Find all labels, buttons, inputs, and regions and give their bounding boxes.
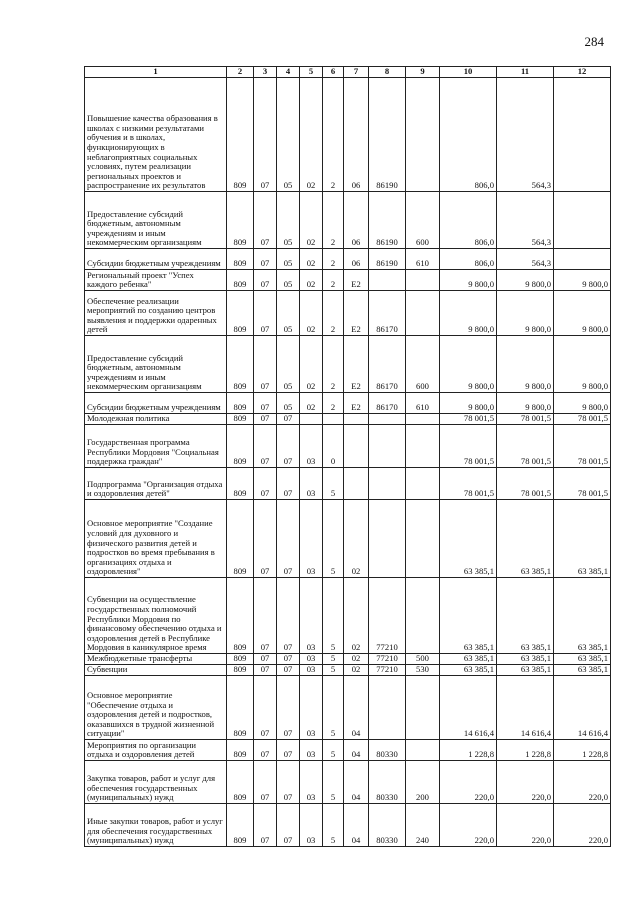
- code-cell: 809: [227, 804, 254, 847]
- code-cell: 5: [323, 468, 344, 500]
- code-cell: 86170: [369, 336, 406, 393]
- amount-cell: 63 385,1: [497, 665, 554, 676]
- code-cell: 05: [277, 336, 300, 393]
- code-cell: 07: [277, 804, 300, 847]
- column-header-4: 4: [277, 67, 300, 78]
- code-cell: 809: [227, 500, 254, 578]
- code-cell: 05: [277, 192, 300, 249]
- code-cell: 200: [406, 761, 440, 804]
- amount-cell: 63 385,1: [554, 665, 611, 676]
- code-cell: E2: [344, 393, 369, 414]
- code-cell: 809: [227, 578, 254, 654]
- code-cell: 809: [227, 654, 254, 665]
- amount-cell: 9 800,0: [554, 270, 611, 291]
- code-cell: [369, 468, 406, 500]
- code-cell: [406, 291, 440, 336]
- code-cell: 07: [254, 192, 277, 249]
- code-cell: 5: [323, 740, 344, 761]
- amount-cell: 63 385,1: [440, 654, 497, 665]
- code-cell: [369, 414, 406, 425]
- amount-cell: [554, 192, 611, 249]
- code-cell: [406, 676, 440, 740]
- column-header-6: 6: [323, 67, 344, 78]
- code-cell: 07: [277, 654, 300, 665]
- code-cell: 2: [323, 393, 344, 414]
- code-cell: 04: [344, 676, 369, 740]
- code-cell: 07: [277, 500, 300, 578]
- row-name-cell: Обеспечение реализации мероприятий по созданию центров выявления и поддержки одаренных детей: [85, 291, 227, 336]
- code-cell: 07: [277, 414, 300, 425]
- amount-cell: 9 800,0: [497, 270, 554, 291]
- row-name-cell: Подпрограмма "Организация отдыха и оздоровления детей": [85, 468, 227, 500]
- code-cell: E2: [344, 336, 369, 393]
- amount-cell: [554, 249, 611, 270]
- table-row: [85, 500, 611, 578]
- code-cell: [406, 578, 440, 654]
- code-cell: 07: [254, 393, 277, 414]
- code-cell: 07: [254, 291, 277, 336]
- amount-cell: 9 800,0: [554, 393, 611, 414]
- code-cell: 809: [227, 468, 254, 500]
- amount-cell: 9 800,0: [554, 291, 611, 336]
- amount-cell: 806,0: [440, 192, 497, 249]
- code-cell: [369, 270, 406, 291]
- code-cell: 05: [277, 291, 300, 336]
- amount-cell: 9 800,0: [440, 291, 497, 336]
- code-cell: [406, 468, 440, 500]
- amount-cell: 564,3: [497, 249, 554, 270]
- code-cell: 02: [344, 500, 369, 578]
- amount-cell: 63 385,1: [497, 578, 554, 654]
- code-cell: 02: [300, 192, 323, 249]
- table-row: [85, 665, 611, 676]
- code-cell: 07: [254, 425, 277, 468]
- table-row: [85, 249, 611, 270]
- code-cell: 07: [254, 270, 277, 291]
- amount-cell: 9 800,0: [497, 393, 554, 414]
- code-cell: 02: [300, 249, 323, 270]
- code-cell: 5: [323, 804, 344, 847]
- code-cell: 2: [323, 270, 344, 291]
- table-row: [85, 414, 611, 425]
- amount-cell: 63 385,1: [497, 500, 554, 578]
- code-cell: 07: [277, 676, 300, 740]
- code-cell: 809: [227, 192, 254, 249]
- row-name-cell: Государственная программа Республики Мордовия "Социальная поддержка граждан": [85, 425, 227, 468]
- row-name-cell: Основное мероприятие "Обеспечение отдыха и оздоровления детей и подростков, оказавшихся в трудной жизненной ситуации": [85, 676, 227, 740]
- code-cell: 03: [300, 654, 323, 665]
- table-row: [85, 654, 611, 665]
- amount-cell: 63 385,1: [440, 500, 497, 578]
- code-cell: 07: [277, 578, 300, 654]
- amount-cell: 220,0: [554, 761, 611, 804]
- code-cell: [344, 414, 369, 425]
- row-name-cell: Субвенции на осуществление государственных полномочий Республики Мордовия по финансовому обеспечению отдыха и оздоровления детей в Республике Мордовия в каникулярное время: [85, 578, 227, 654]
- row-name-cell: Региональный проект "Успех каждого ребенка": [85, 270, 227, 291]
- table-row: [85, 804, 611, 847]
- code-cell: [369, 500, 406, 578]
- amount-cell: 63 385,1: [497, 654, 554, 665]
- code-cell: [406, 78, 440, 192]
- code-cell: 06: [344, 192, 369, 249]
- code-cell: 5: [323, 665, 344, 676]
- column-header-7: 7: [344, 67, 369, 78]
- code-cell: 5: [323, 761, 344, 804]
- code-cell: 07: [277, 740, 300, 761]
- code-cell: [323, 414, 344, 425]
- amount-cell: 9 800,0: [440, 270, 497, 291]
- code-cell: 86190: [369, 249, 406, 270]
- amount-cell: [554, 78, 611, 192]
- code-cell: 80330: [369, 804, 406, 847]
- table-row: [85, 761, 611, 804]
- amount-cell: 78 001,5: [440, 468, 497, 500]
- code-cell: 5: [323, 578, 344, 654]
- code-cell: 05: [277, 270, 300, 291]
- column-header-11: 11: [497, 67, 554, 78]
- code-cell: [369, 676, 406, 740]
- table-row: [85, 78, 611, 192]
- code-cell: 02: [300, 291, 323, 336]
- amount-cell: 806,0: [440, 249, 497, 270]
- code-cell: 07: [254, 804, 277, 847]
- table-row: [85, 578, 611, 654]
- code-cell: 07: [254, 500, 277, 578]
- row-name-cell: Предоставление субсидий бюджетным, автономным учреждениям и иным некоммерческим организациям: [85, 336, 227, 393]
- code-cell: 80330: [369, 740, 406, 761]
- row-name-cell: Иные закупки товаров, работ и услуг для обеспечения государственных (муниципальных) нужд: [85, 804, 227, 847]
- code-cell: 03: [300, 761, 323, 804]
- table-row: [85, 270, 611, 291]
- row-name-cell: Межбюджетные трансферты: [85, 654, 227, 665]
- code-cell: 809: [227, 761, 254, 804]
- code-cell: 03: [300, 676, 323, 740]
- amount-cell: 63 385,1: [554, 654, 611, 665]
- column-header-8: 8: [369, 67, 406, 78]
- amount-cell: 9 800,0: [497, 336, 554, 393]
- code-cell: 5: [323, 654, 344, 665]
- amount-cell: 14 616,4: [440, 676, 497, 740]
- code-cell: 80330: [369, 761, 406, 804]
- code-cell: 2: [323, 249, 344, 270]
- code-cell: 600: [406, 192, 440, 249]
- code-cell: 02: [344, 665, 369, 676]
- amount-cell: 78 001,5: [440, 425, 497, 468]
- code-cell: 500: [406, 654, 440, 665]
- code-cell: 06: [344, 249, 369, 270]
- amount-cell: 63 385,1: [440, 578, 497, 654]
- amount-cell: 806,0: [440, 78, 497, 192]
- code-cell: 77210: [369, 654, 406, 665]
- amount-cell: 14 616,4: [497, 676, 554, 740]
- column-header-1: 1: [85, 67, 227, 78]
- column-header-9: 9: [406, 67, 440, 78]
- table-row: [85, 468, 611, 500]
- code-cell: 07: [254, 468, 277, 500]
- code-cell: 03: [300, 500, 323, 578]
- code-cell: 04: [344, 804, 369, 847]
- code-cell: 86190: [369, 78, 406, 192]
- code-cell: 03: [300, 425, 323, 468]
- budget-table: [84, 66, 611, 847]
- code-cell: 07: [277, 761, 300, 804]
- amount-cell: 63 385,1: [440, 665, 497, 676]
- code-cell: 2: [323, 291, 344, 336]
- code-cell: 86170: [369, 393, 406, 414]
- amount-cell: 78 001,5: [497, 425, 554, 468]
- code-cell: 02: [300, 270, 323, 291]
- code-cell: 530: [406, 665, 440, 676]
- code-cell: 07: [254, 336, 277, 393]
- code-cell: 77210: [369, 578, 406, 654]
- code-cell: [406, 414, 440, 425]
- amount-cell: 78 001,5: [440, 414, 497, 425]
- code-cell: [406, 740, 440, 761]
- code-cell: 02: [300, 78, 323, 192]
- code-cell: 809: [227, 676, 254, 740]
- code-cell: 809: [227, 665, 254, 676]
- table-body: [85, 78, 611, 847]
- table-row: [85, 740, 611, 761]
- code-cell: 809: [227, 414, 254, 425]
- amount-cell: 14 616,4: [554, 676, 611, 740]
- code-cell: 03: [300, 665, 323, 676]
- code-cell: 07: [277, 468, 300, 500]
- code-cell: 2: [323, 192, 344, 249]
- code-cell: 05: [277, 393, 300, 414]
- code-cell: 02: [300, 336, 323, 393]
- code-cell: 03: [300, 804, 323, 847]
- code-cell: 809: [227, 425, 254, 468]
- amount-cell: 9 800,0: [440, 336, 497, 393]
- code-cell: 610: [406, 249, 440, 270]
- amount-cell: 220,0: [497, 761, 554, 804]
- code-cell: 809: [227, 291, 254, 336]
- code-cell: [344, 425, 369, 468]
- code-cell: [406, 500, 440, 578]
- code-cell: [369, 425, 406, 468]
- code-cell: 5: [323, 676, 344, 740]
- row-name-cell: Субвенции: [85, 665, 227, 676]
- code-cell: 86170: [369, 291, 406, 336]
- code-cell: 240: [406, 804, 440, 847]
- table-row: [85, 393, 611, 414]
- row-name-cell: Мероприятия по организации отдыха и оздоровления детей: [85, 740, 227, 761]
- code-cell: 07: [254, 676, 277, 740]
- row-name-cell: Субсидии бюджетным учреждениям: [85, 249, 227, 270]
- amount-cell: 564,3: [497, 78, 554, 192]
- table-header-row: [85, 67, 611, 78]
- amount-cell: 63 385,1: [554, 500, 611, 578]
- code-cell: 610: [406, 393, 440, 414]
- amount-cell: 9 800,0: [497, 291, 554, 336]
- code-cell: 07: [254, 665, 277, 676]
- column-header-5: 5: [300, 67, 323, 78]
- code-cell: 77210: [369, 665, 406, 676]
- code-cell: 02: [344, 578, 369, 654]
- table-row: [85, 192, 611, 249]
- code-cell: 07: [277, 425, 300, 468]
- column-header-3: 3: [254, 67, 277, 78]
- code-cell: 809: [227, 393, 254, 414]
- row-name-cell: Закупка товаров, работ и услуг для обеспечения государственных (муниципальных) нужд: [85, 761, 227, 804]
- code-cell: 07: [254, 740, 277, 761]
- code-cell: 03: [300, 740, 323, 761]
- code-cell: 809: [227, 270, 254, 291]
- row-name-cell: Основное мероприятие "Создание условий для духовного и физического развития детей и подростков во время пребывания в организациях отдыха и оздоровления": [85, 500, 227, 578]
- amount-cell: 78 001,5: [497, 414, 554, 425]
- code-cell: 02: [300, 393, 323, 414]
- code-cell: 07: [254, 249, 277, 270]
- amount-cell: 220,0: [440, 761, 497, 804]
- amount-cell: 564,3: [497, 192, 554, 249]
- code-cell: 600: [406, 336, 440, 393]
- code-cell: 5: [323, 500, 344, 578]
- code-cell: E2: [344, 270, 369, 291]
- column-header-12: 12: [554, 67, 611, 78]
- page-number: 284: [584, 34, 604, 49]
- column-header-2: 2: [227, 67, 254, 78]
- table-row: [85, 336, 611, 393]
- table-row: [85, 291, 611, 336]
- code-cell: 0: [323, 425, 344, 468]
- code-cell: 809: [227, 336, 254, 393]
- code-cell: 03: [300, 468, 323, 500]
- code-cell: 02: [344, 654, 369, 665]
- row-name-cell: Молодежная политика: [85, 414, 227, 425]
- code-cell: 07: [277, 665, 300, 676]
- amount-cell: 1 228,8: [554, 740, 611, 761]
- code-cell: 2: [323, 336, 344, 393]
- code-cell: 07: [254, 654, 277, 665]
- code-cell: 04: [344, 761, 369, 804]
- code-cell: 86190: [369, 192, 406, 249]
- amount-cell: 78 001,5: [554, 414, 611, 425]
- code-cell: 05: [277, 78, 300, 192]
- code-cell: 05: [277, 249, 300, 270]
- amount-cell: 78 001,5: [554, 425, 611, 468]
- amount-cell: 63 385,1: [554, 578, 611, 654]
- code-cell: [344, 468, 369, 500]
- amount-cell: 220,0: [554, 804, 611, 847]
- code-cell: [406, 270, 440, 291]
- row-name-cell: Повышение качества образования в школах с низкими результатами обучения и в школах, функционирующих в неблагоприятных социальных условиях, путем реализации региональных проектов и распространение их результатов: [85, 78, 227, 192]
- code-cell: 809: [227, 740, 254, 761]
- code-cell: E2: [344, 291, 369, 336]
- code-cell: 809: [227, 249, 254, 270]
- code-cell: 2: [323, 78, 344, 192]
- amount-cell: 1 228,8: [497, 740, 554, 761]
- code-cell: [406, 425, 440, 468]
- column-header-10: 10: [440, 67, 497, 78]
- amount-cell: 9 800,0: [440, 393, 497, 414]
- amount-cell: 220,0: [440, 804, 497, 847]
- amount-cell: 78 001,5: [554, 468, 611, 500]
- code-cell: [300, 414, 323, 425]
- amount-cell: 220,0: [497, 804, 554, 847]
- code-cell: 06: [344, 78, 369, 192]
- code-cell: 07: [254, 761, 277, 804]
- row-name-cell: Предоставление субсидий бюджетным, автономным учреждениям и иным некоммерческим организациям: [85, 192, 227, 249]
- table-row: [85, 425, 611, 468]
- amount-cell: 1 228,8: [440, 740, 497, 761]
- code-cell: 07: [254, 578, 277, 654]
- amount-cell: 9 800,0: [554, 336, 611, 393]
- amount-cell: 78 001,5: [497, 468, 554, 500]
- code-cell: 03: [300, 578, 323, 654]
- row-name-cell: Субсидии бюджетным учреждениям: [85, 393, 227, 414]
- code-cell: 07: [254, 414, 277, 425]
- code-cell: 809: [227, 78, 254, 192]
- table-row: [85, 676, 611, 740]
- code-cell: 04: [344, 740, 369, 761]
- code-cell: 07: [254, 78, 277, 192]
